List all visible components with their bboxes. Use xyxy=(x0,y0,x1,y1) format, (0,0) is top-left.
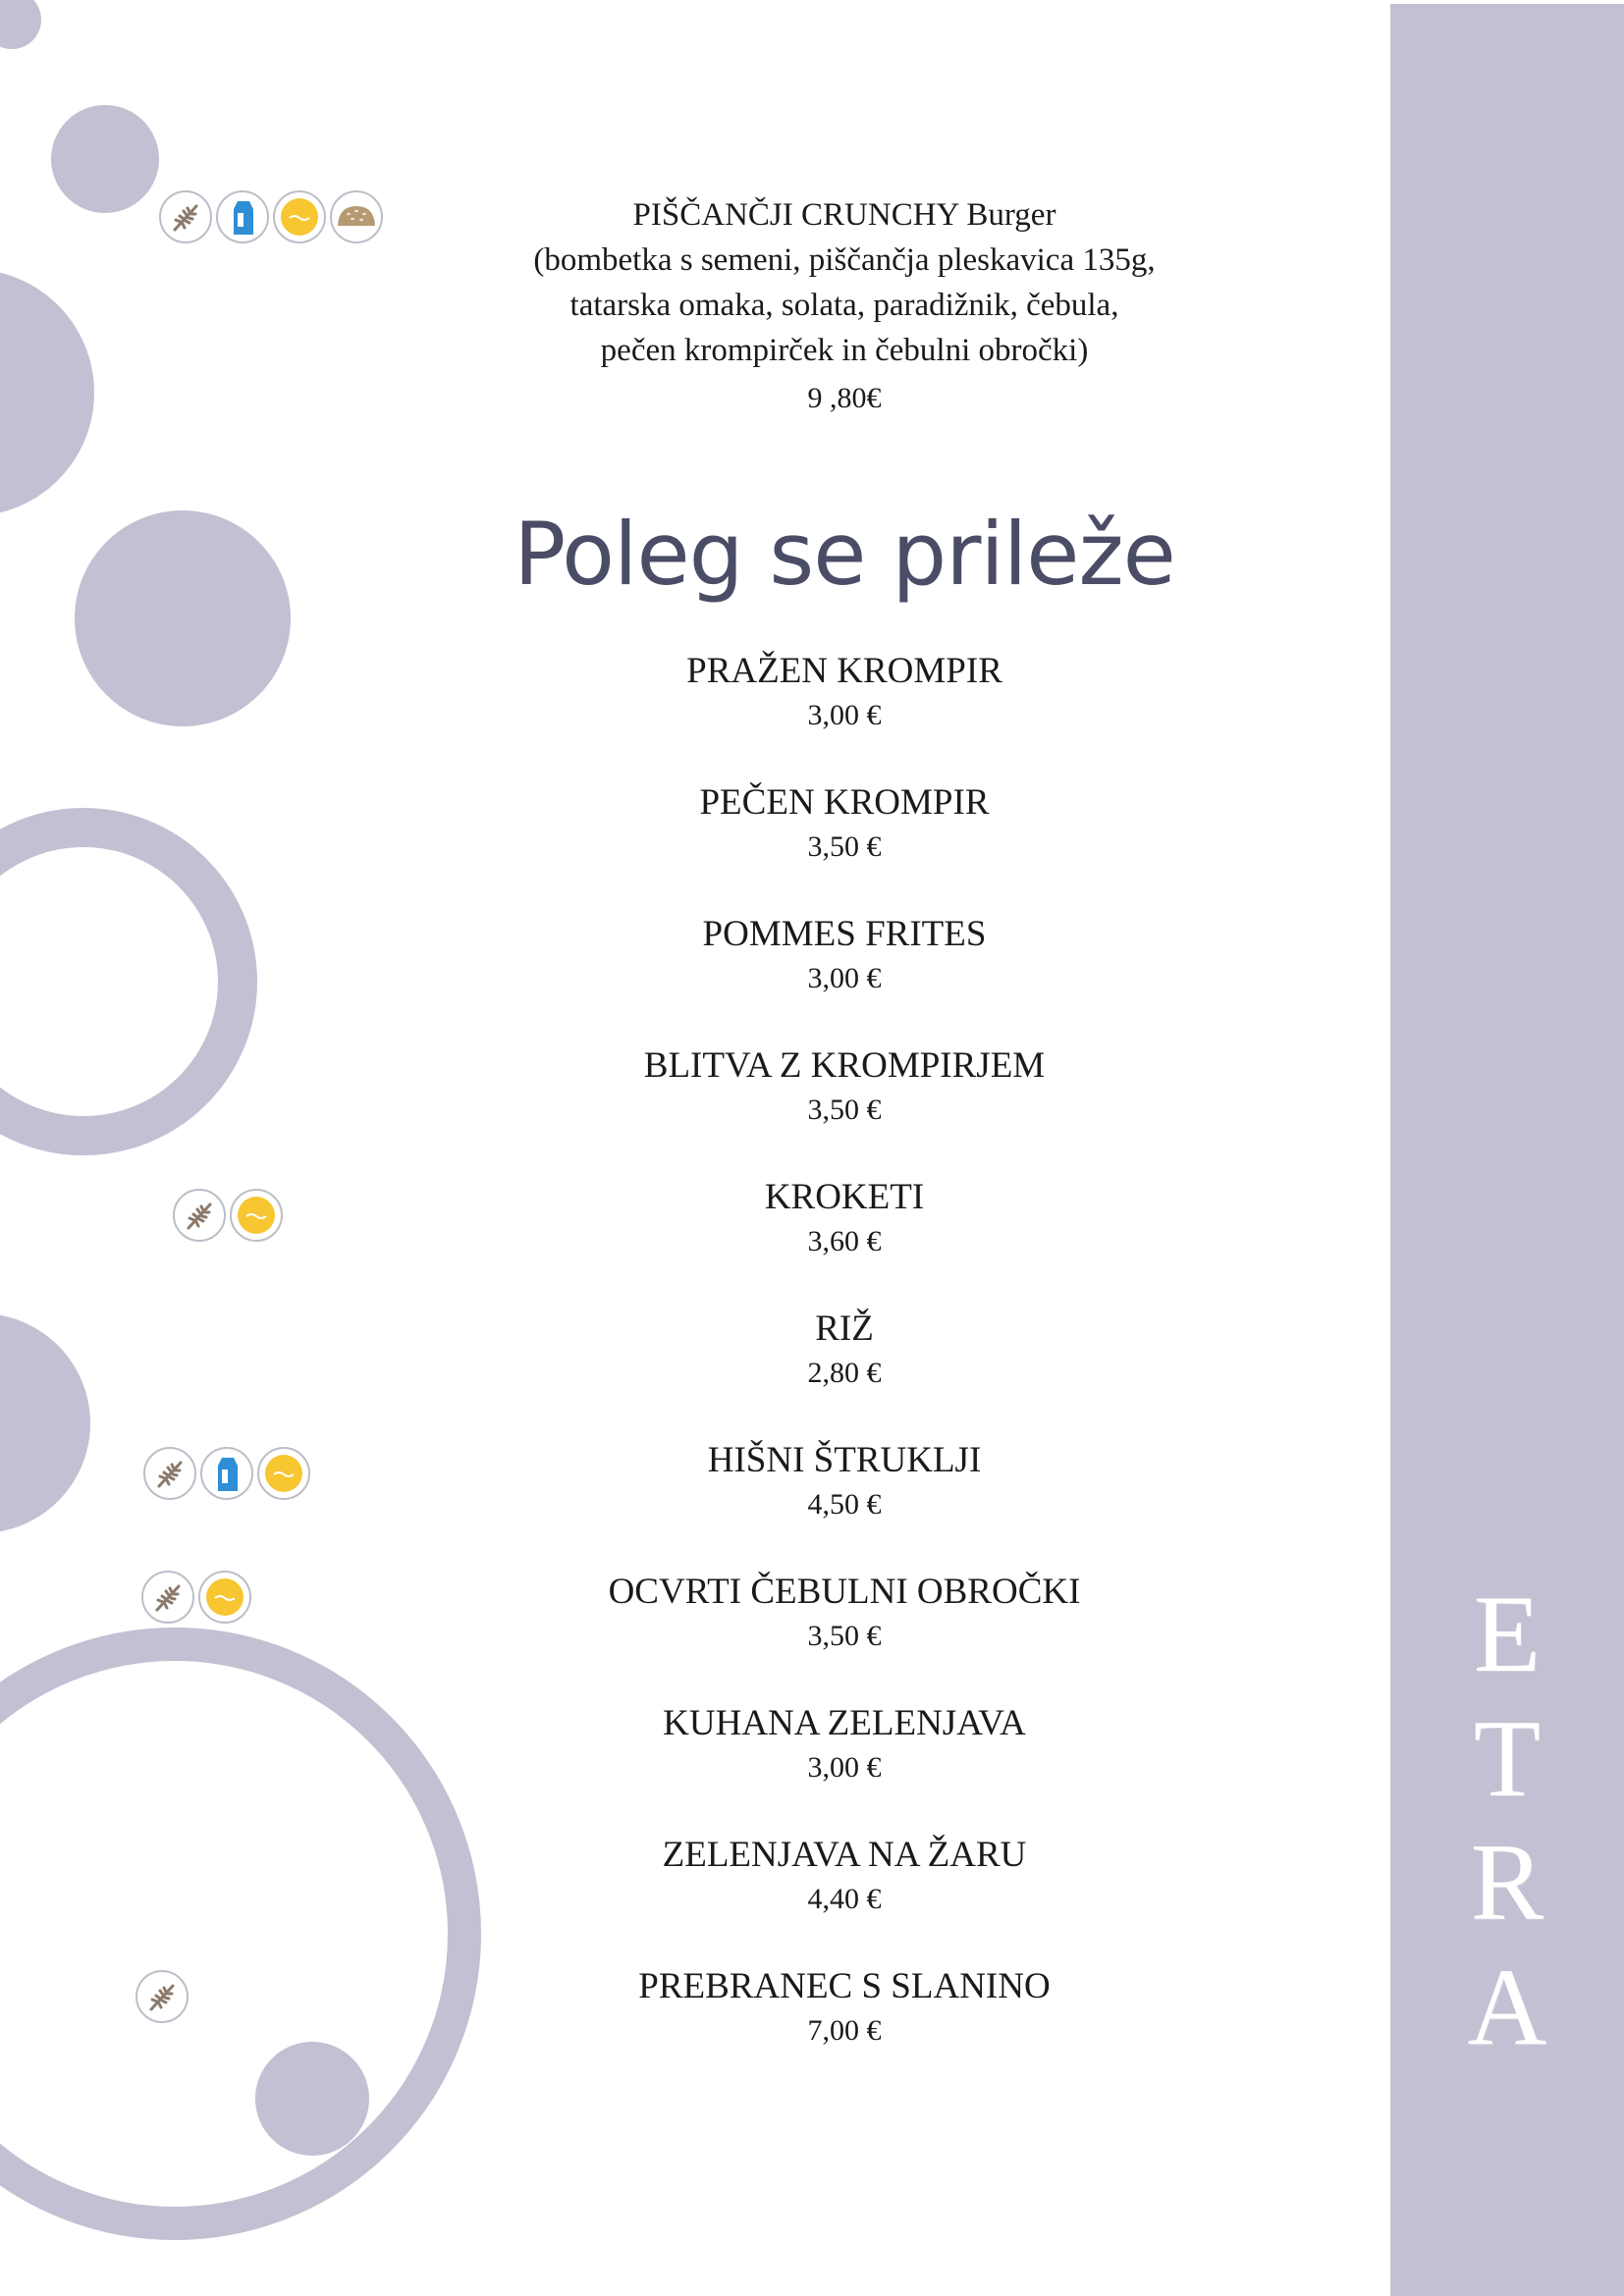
menu-item xyxy=(452,1042,1237,1174)
obrocki-allergens xyxy=(141,1571,251,1624)
menu-item-name: KROKETI xyxy=(764,1177,925,1217)
menu-item-price: 3,60 € xyxy=(807,1225,882,1257)
menu-item-price: 4,50 € xyxy=(807,1488,882,1521)
menu-item-price: 3,50 € xyxy=(807,1094,882,1126)
egg-icon xyxy=(273,190,326,243)
burger-name: PIŠČANČJI CRUNCHY Burger xyxy=(632,197,1056,233)
menu-item-name: PREBRANEC S SLANINO xyxy=(638,1966,1051,2006)
struklji-allergens xyxy=(143,1447,310,1500)
wheat-icon xyxy=(141,1571,194,1624)
side-band-letter: E xyxy=(1473,1574,1542,1695)
menu-item xyxy=(452,648,1237,779)
menu-item-price: 3,00 € xyxy=(807,962,882,994)
menu-item xyxy=(452,911,1237,1042)
egg-icon xyxy=(198,1571,251,1624)
menu-item-price: 4,40 € xyxy=(807,1883,882,1915)
menu-item-name: OCVRTI ČEBULNI OBROČKI xyxy=(608,1572,1081,1612)
wheat-icon xyxy=(173,1189,226,1242)
wheat-icon xyxy=(143,1447,196,1500)
menu-item-price: 3,00 € xyxy=(807,1751,882,1784)
decor-circle-left-mid xyxy=(0,1313,90,1533)
menu-item xyxy=(452,1963,1237,2095)
burger-description xyxy=(452,238,1237,373)
decor-circle-top-left xyxy=(0,0,41,49)
kroketi-allergens xyxy=(173,1189,283,1242)
menu-items-list xyxy=(452,648,1237,2095)
burger-price: 9 ,80€ xyxy=(807,382,882,414)
menu-item xyxy=(452,1437,1237,1569)
egg-icon xyxy=(230,1189,283,1242)
menu-item xyxy=(452,1174,1237,1306)
menu-item xyxy=(452,779,1237,911)
decor-ring-left xyxy=(0,828,238,1136)
decor-ring-large xyxy=(0,1644,464,2223)
menu-item-price: 3,00 € xyxy=(807,699,882,731)
burger-description-line: tatarska omaka, solata, paradižnik, čebula, xyxy=(569,288,1119,323)
menu-item xyxy=(452,1569,1237,1700)
menu-item-name: POMMES FRITES xyxy=(702,914,987,954)
section-title: Poleg se prileže xyxy=(514,504,1175,605)
menu-item-price: 3,50 € xyxy=(807,830,882,863)
menu-item-name: KUHANA ZELENJAVA xyxy=(663,1703,1026,1743)
burger-allergens xyxy=(159,190,383,243)
decor-circle-left-edge xyxy=(0,269,94,516)
milk-icon xyxy=(200,1447,253,1500)
side-band-letter: T xyxy=(1473,1697,1542,1820)
menu-item xyxy=(452,1832,1237,1963)
menu-item-name: PRAŽEN KROMPIR xyxy=(686,651,1002,691)
menu-item-price: 7,00 € xyxy=(807,2014,882,2047)
prebranec-allergens xyxy=(135,1970,189,2023)
menu-item xyxy=(452,1306,1237,1437)
side-band-letters xyxy=(1390,1574,1624,2068)
decor-circle-medium xyxy=(75,510,291,726)
menu-item-name: BLITVA Z KROMPIRJEM xyxy=(643,1045,1046,1086)
menu-item-price: 3,50 € xyxy=(807,1620,882,1652)
decor-circle-bottom xyxy=(255,2042,369,2156)
wheat-icon xyxy=(159,190,212,243)
burger-description-line: pečen krompirček in čebulni obročki) xyxy=(600,333,1089,368)
menu-item-name: RIŽ xyxy=(815,1308,874,1349)
side-band-letter: A xyxy=(1467,1946,1547,2068)
wheat-icon xyxy=(135,1970,189,2023)
sesame-icon xyxy=(330,190,383,243)
menu-item-name: HIŠNI ŠTRUKLJI xyxy=(707,1440,982,1480)
burger-description-line: (bombetka s semeni, piščančja pleskavica 135g, xyxy=(533,242,1156,278)
decor-circle-small xyxy=(51,105,159,213)
milk-icon xyxy=(216,190,269,243)
menu-item-name: PEČEN KROMPIR xyxy=(699,782,990,823)
egg-icon xyxy=(257,1447,310,1500)
side-band-letter: R xyxy=(1470,1822,1544,1945)
menu-item-price: 2,80 € xyxy=(807,1357,882,1389)
menu-item xyxy=(452,1700,1237,1832)
menu-item-name: ZELENJAVA NA ŽARU xyxy=(662,1835,1027,1875)
